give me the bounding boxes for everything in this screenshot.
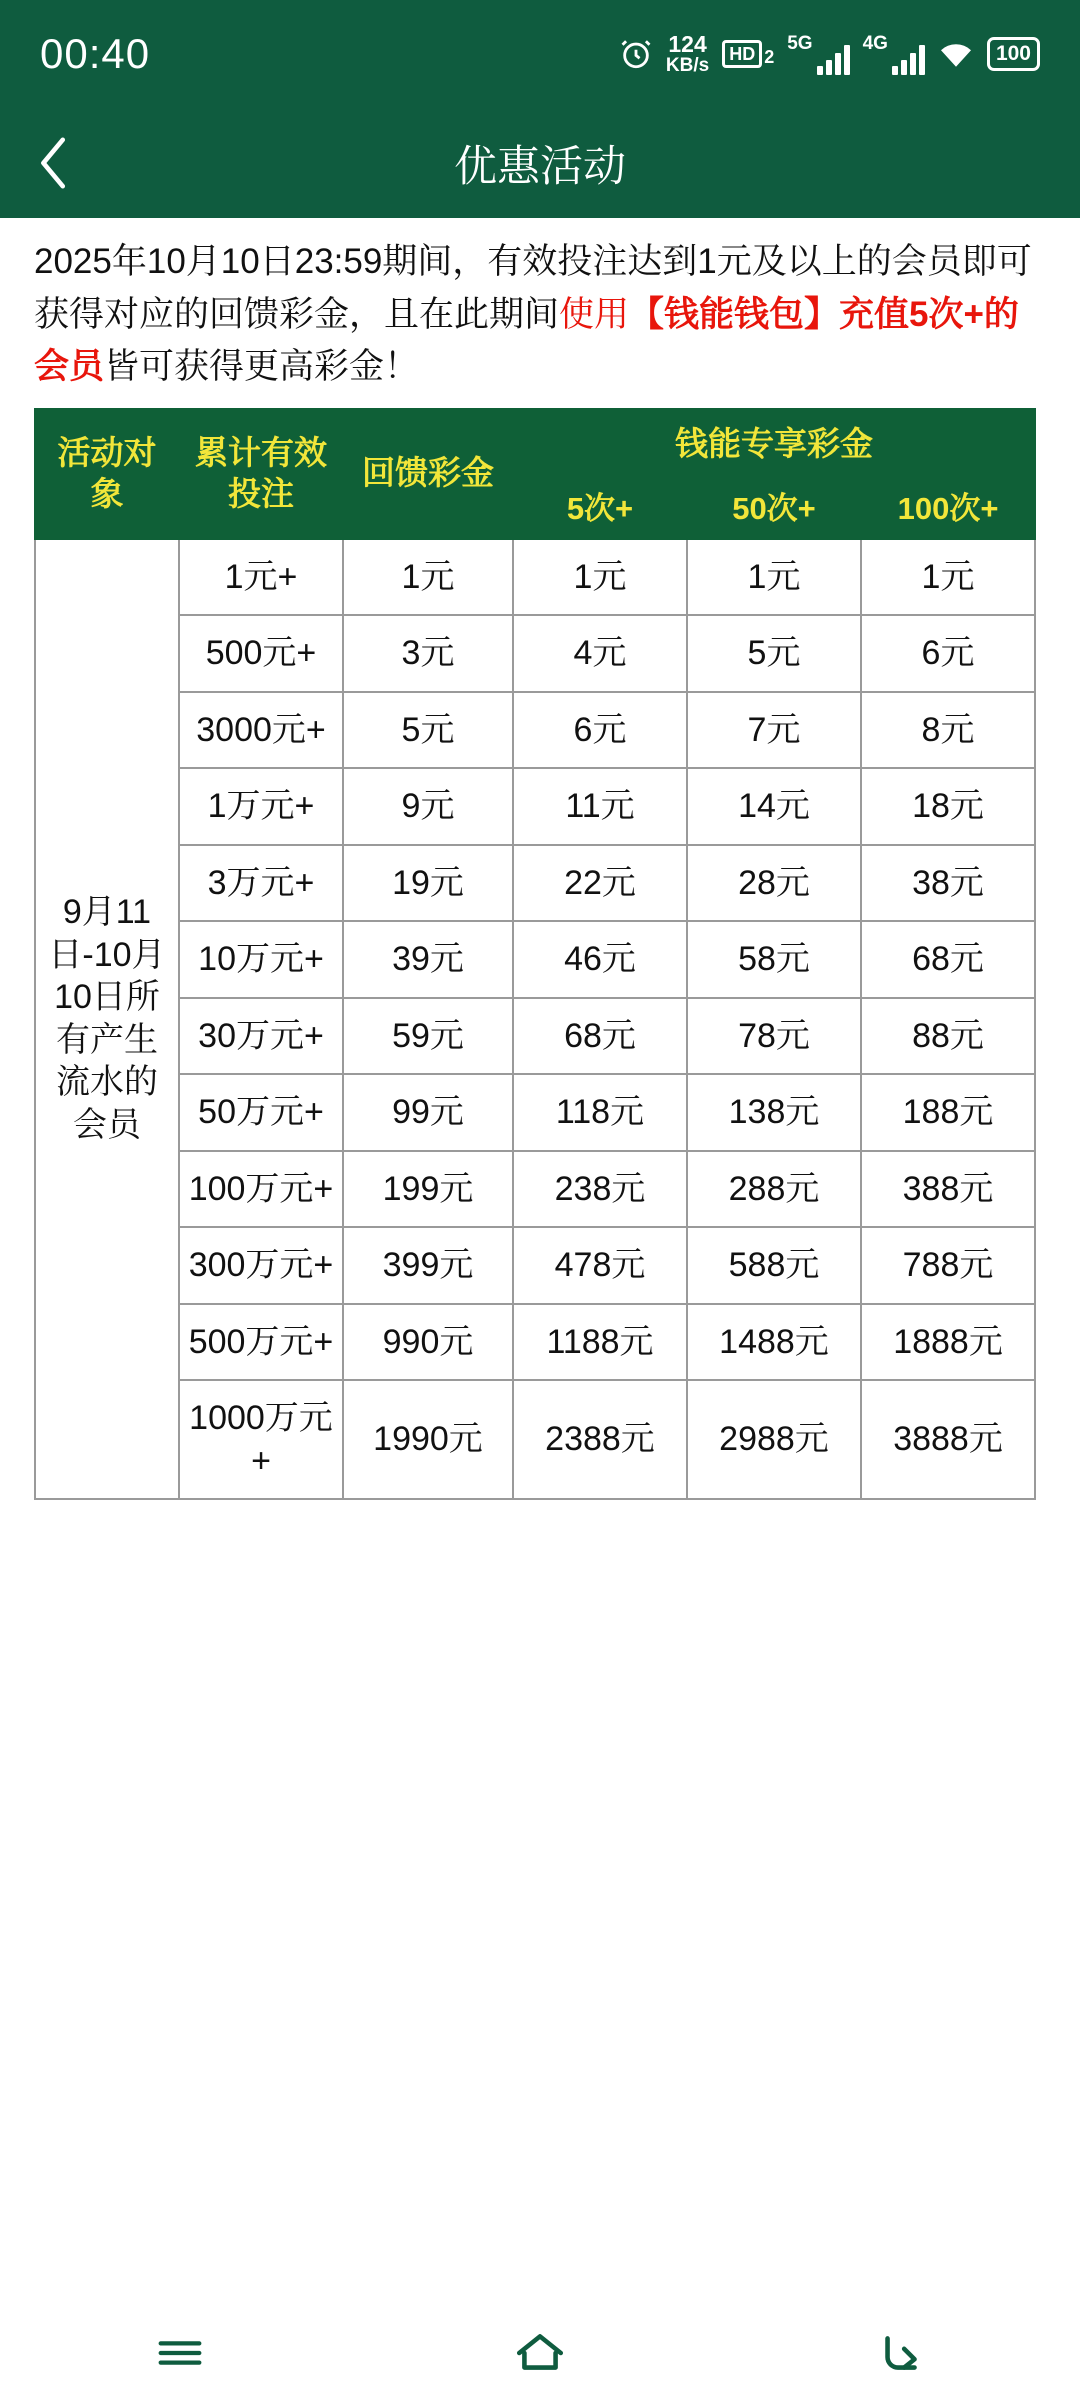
table-row [35,1074,1035,1151]
cell-tier: 10万元+ [179,921,343,998]
table-row [35,768,1035,845]
cell-q5: 118元 [513,1074,687,1151]
cell-rebate: 199元 [343,1151,513,1228]
app-bar [0,108,1080,218]
cell-q5: 1元 [513,539,687,616]
cell-q100: 6元 [861,615,1035,692]
rebate-table-head [35,409,1035,539]
cell-q100: 8元 [861,692,1035,769]
hd-sub-label: 2 [764,47,775,67]
cell-tier: 1000万元+ [179,1380,343,1499]
cell-tier: 500元+ [179,615,343,692]
rebate-table-body [35,539,1035,1500]
cell-rebate: 59元 [343,998,513,1075]
cell-q50: 78元 [687,998,861,1075]
cell-q50: 7元 [687,692,861,769]
signal-4g-bars [892,45,925,75]
cell-q5: 68元 [513,998,687,1075]
col-header-target: 活动对象 [35,409,179,539]
table-header-row [35,409,1035,479]
network-speed-value: 124 [668,31,707,57]
rebate-table [34,408,1036,1501]
cell-rebate: 1元 [343,539,513,616]
table-row [35,1227,1035,1304]
cell-activity-target: 9月11日-10月10日所有产生流水的会员 [35,539,179,1500]
cell-tier: 3万元+ [179,845,343,922]
wifi-icon [938,39,974,69]
cell-q5: 2388元 [513,1380,687,1499]
promo-description-red: 使用 [559,294,630,334]
signal-4g-label: 4G [862,32,888,54]
cell-q100: 188元 [861,1074,1035,1151]
network-speed-unit: KB/s [665,55,710,76]
promo-description-main: 2025年10月10日23:59期间，有效投注达到1元及以上的会员即可获得对应的回馈彩金，且在此期间 [34,242,1032,334]
cell-rebate: 9元 [343,768,513,845]
table-row [35,539,1035,616]
table-row [35,1304,1035,1381]
cell-q100: 788元 [861,1227,1035,1304]
cell-rebate: 399元 [343,1227,513,1304]
cell-rebate: 19元 [343,845,513,922]
system-nav-bar [0,2306,1080,2400]
cell-q50: 138元 [687,1074,861,1151]
hd-label: HD [722,40,762,68]
signal-5g-bars [817,45,850,75]
cell-q50: 588元 [687,1227,861,1304]
cell-tier: 50万元+ [179,1074,343,1151]
status-bar [0,0,1080,108]
cell-q5: 238元 [513,1151,687,1228]
cell-q100: 3888元 [861,1380,1035,1499]
home-icon[interactable] [513,2330,567,2376]
col-header-5x: 5次+ [513,479,687,539]
cell-q50: 28元 [687,845,861,922]
cell-tier: 300万元+ [179,1227,343,1304]
back-arrow-icon[interactable] [873,2330,927,2376]
cell-rebate: 1990元 [343,1380,513,1499]
table-row [35,921,1035,998]
table-row [35,998,1035,1075]
cell-q50: 58元 [687,921,861,998]
cell-tier: 500万元+ [179,1304,343,1381]
cell-q50: 1元 [687,539,861,616]
cell-q100: 388元 [861,1151,1035,1228]
cell-q5: 478元 [513,1227,687,1304]
table-row [35,845,1035,922]
cell-rebate: 5元 [343,692,513,769]
cell-q50: 14元 [687,768,861,845]
cell-q5: 1188元 [513,1304,687,1381]
menu-icon[interactable] [153,2333,207,2373]
cell-q100: 18元 [861,768,1035,845]
cell-q5: 46元 [513,921,687,998]
cell-q100: 68元 [861,921,1035,998]
cell-q5: 22元 [513,845,687,922]
signal-5g-label: 5G [787,32,813,54]
cell-tier: 3000元+ [179,692,343,769]
cell-rebate: 99元 [343,1074,513,1151]
cell-q50: 5元 [687,615,861,692]
col-header-100x: 100次+ [861,479,1035,539]
page-title: 优惠活动 [454,142,626,191]
network-speed [666,33,709,75]
cell-q100: 1元 [861,539,1035,616]
signal-5g [787,34,849,75]
cell-q5: 4元 [513,615,687,692]
signal-4g [863,34,925,75]
cell-q100: 1888元 [861,1304,1035,1381]
status-clock: 00:40 [40,30,151,77]
col-header-rebate: 回馈彩金 [343,409,513,539]
promo-description-red-bold: 【钱能钱包】充值5次+的会员 [34,294,1019,386]
hd-badge [722,40,774,68]
promo-description-tail: 皆可获得更高彩金！ [104,347,420,386]
table-row [35,1151,1035,1228]
cell-tier: 1元+ [179,539,343,616]
cell-q50: 288元 [687,1151,861,1228]
col-header-group-qianneng: 钱能专享彩金 [513,409,1035,479]
table-row [35,1380,1035,1499]
content-area [0,218,1080,2306]
status-icons [619,33,1040,75]
cell-q5: 11元 [513,768,687,845]
col-header-turnover: 累计有效投注 [179,409,343,539]
cell-q50: 1488元 [687,1304,861,1381]
battery-indicator: 100 [987,37,1040,71]
cell-q100: 88元 [861,998,1035,1075]
cell-q5: 6元 [513,692,687,769]
cell-tier: 100万元+ [179,1151,343,1228]
cell-rebate: 990元 [343,1304,513,1381]
cell-tier: 1万元+ [179,768,343,845]
col-header-50x: 50次+ [687,479,861,539]
cell-rebate: 3元 [343,615,513,692]
cell-tier: 30万元+ [179,998,343,1075]
cell-q100: 38元 [861,845,1035,922]
alarm-icon [619,37,653,71]
table-row [35,615,1035,692]
promo-description [34,236,1046,394]
table-row [35,692,1035,769]
cell-q50: 2988元 [687,1380,861,1499]
cell-rebate: 39元 [343,921,513,998]
